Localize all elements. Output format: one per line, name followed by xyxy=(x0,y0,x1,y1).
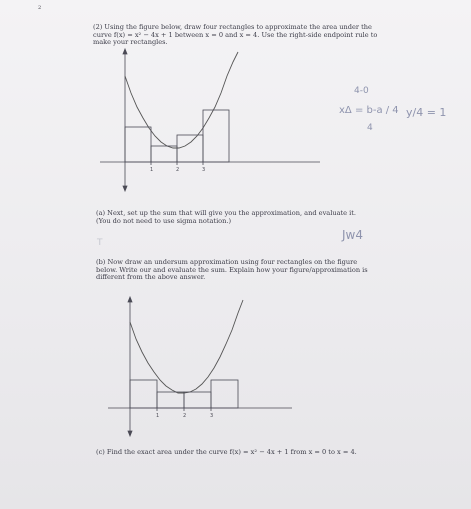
tick-label-1b: 1 xyxy=(156,413,160,419)
part-c-text: (c) Find the exact area under the curve f(x) = x² − 4x + 1 from x = 0 to x = 4. xyxy=(96,448,357,456)
tick-label-3: 3 xyxy=(202,167,206,173)
tick-label-2b: 2 xyxy=(183,413,187,419)
page-number: 2 xyxy=(38,5,42,11)
undersum-rect-2 xyxy=(157,392,184,408)
parabola-curve-2 xyxy=(130,300,243,393)
handwritten-note-2: xΔ = b-a / 4 xyxy=(339,105,399,116)
undersum-rect-1 xyxy=(130,380,157,408)
tick-label-2: 2 xyxy=(176,167,180,173)
tick-label-1: 1 xyxy=(150,167,154,173)
handwritten-note-4: y/4 = 1 xyxy=(406,106,447,119)
tick-label-3b: 3 xyxy=(210,413,214,419)
part-b-text: (b) Now draw an undersum approximation using four rectangles on the figure below. Write our and evaluate the sum. Explain how your figure/approximation is different from the above answer. xyxy=(96,258,368,282)
handwritten-note-1: 4-0 xyxy=(354,86,369,96)
handwritten-note-6: Jw4 xyxy=(342,228,363,242)
handwritten-note-3: 4 xyxy=(367,123,373,133)
handwritten-note-5: T xyxy=(97,238,103,248)
undersum-rect-3 xyxy=(184,392,211,408)
problem-intro: (2) Using the figure below, draw four rectangles to approximate the area under the curve f(x) = x² − 4x + 1 between x = 0 and x = 4. Use the right-side endpoint rule to make your rectangles. xyxy=(93,23,378,47)
part-a-text: (a) Next, set up the sum that will give you the approximation, and evaluate it. (You do not need to use sigma notation.) xyxy=(96,209,357,225)
undersum-rect-4 xyxy=(211,380,238,408)
